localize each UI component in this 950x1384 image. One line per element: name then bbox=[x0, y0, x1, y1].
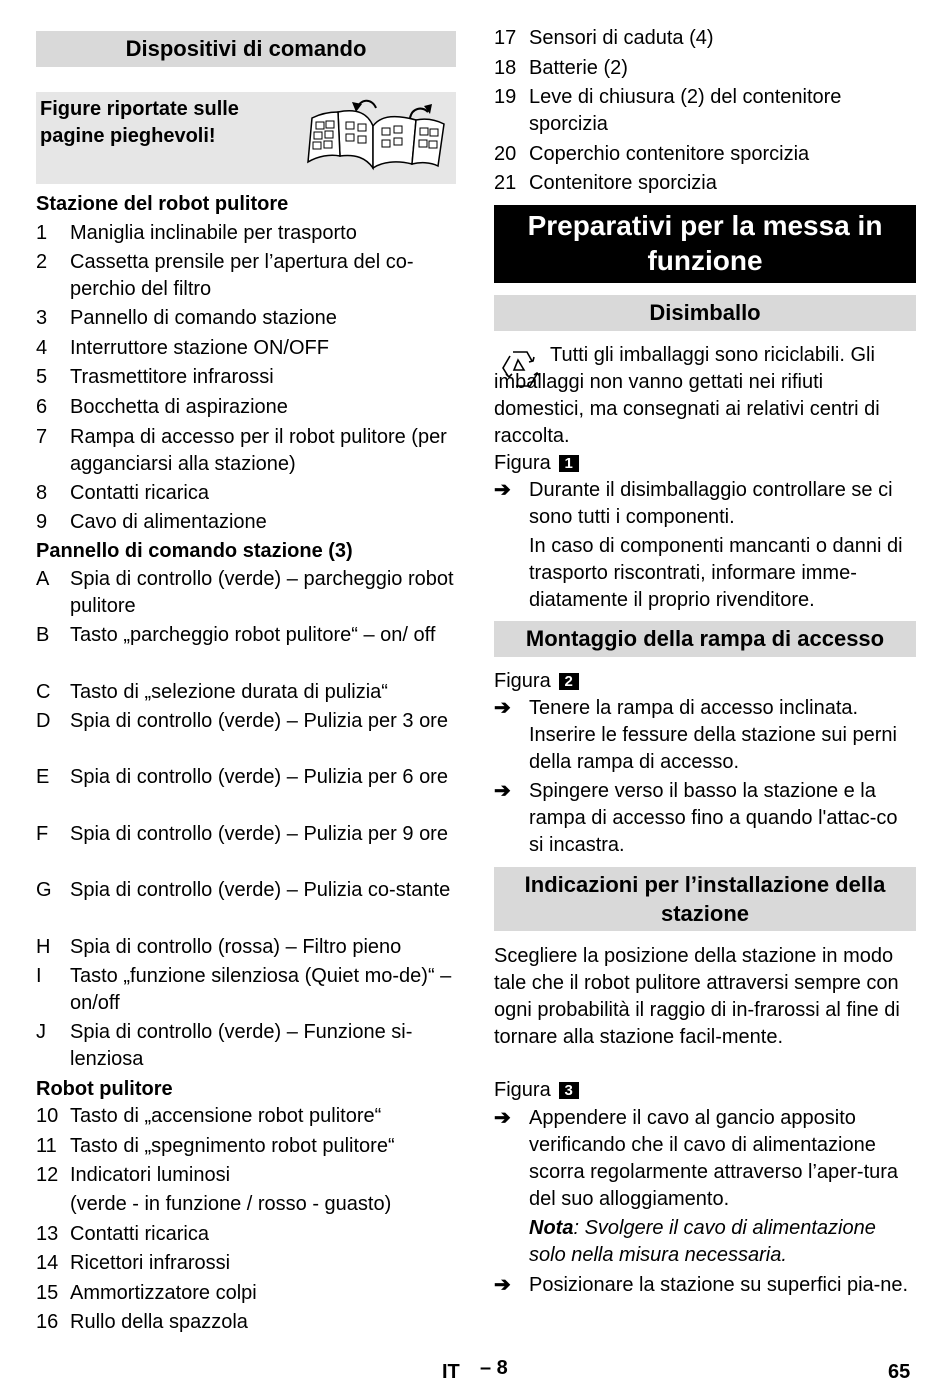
list-item: C Tasto di „selezione durata di pulizia“ bbox=[36, 681, 388, 703]
list-item: (verde - in funzione / rosso - guasto) bbox=[70, 1193, 392, 1215]
instruction-step: ➔ Durante il disimballaggio controllare se ci sono tutti i componenti. bbox=[494, 479, 893, 528]
instruction-note: In caso di componenti mancanti o danni di trasporto riscontrati, informare imme-diatamente il proprio rivenditore. bbox=[529, 535, 903, 611]
section-title-indicazioni: Indicazioni per l’installazione della stazione bbox=[494, 867, 916, 931]
foldout-note-text: Figure riportate sulle pagine pieghevoli! bbox=[40, 98, 239, 147]
footer-page-number: 65 bbox=[888, 1361, 911, 1383]
figure-ref-2: Figura 2 bbox=[494, 668, 579, 695]
arrow-right-icon: ➔ bbox=[494, 1274, 511, 1296]
figure-number-badge: 3 bbox=[559, 1082, 579, 1099]
instruction-step: ➔ Posizionare la stazione su superfici pia-ne. bbox=[494, 1272, 916, 1299]
arrow-right-icon: ➔ bbox=[494, 479, 511, 501]
arrow-right-icon: ➔ bbox=[494, 1107, 511, 1129]
figure-number-badge: 2 bbox=[559, 673, 579, 690]
footer-local-page: – 8 bbox=[480, 1357, 508, 1379]
list-item: 9 Cavo di alimentazione bbox=[36, 511, 267, 533]
list-item: 12 Indicatori luminosi bbox=[36, 1164, 231, 1186]
arrow-right-icon: ➔ bbox=[494, 780, 511, 802]
instruction-step: ➔ Tenere la rampa di accesso inclinata. Inserire le fessure della stazione sui perni della rampa di accesso. bbox=[494, 697, 897, 773]
list-item: 3 Pannello di comando stazione bbox=[36, 307, 337, 329]
footer-language: IT bbox=[442, 1361, 460, 1383]
list-item: B Tasto „parcheggio robot pulitore“ – on/ off bbox=[36, 624, 436, 646]
list-item: H Spia di controllo (rossa) – Filtro pieno bbox=[36, 936, 402, 958]
main-section-title: Preparativi per la messa in funzione bbox=[494, 205, 916, 283]
list-item: G Spia di controllo (verde) – Pulizia co-stante bbox=[36, 879, 451, 901]
right-column bbox=[494, 0, 916, 1383]
list-item: 4 Interruttore stazione ON/OFF bbox=[36, 337, 329, 359]
list-item: 18 Batterie (2) bbox=[494, 57, 628, 79]
instruction-step: ➔ Spingere verso il basso la stazione e la rampa di accesso fino a quando l'attac-co si incastra. bbox=[494, 780, 898, 856]
disimballo-text: Tutti gli imballaggi sono riciclabili. Gli imballaggi non vanno gettati nei rifiuti domestici, ma consegnati ai relativi centri di raccolta. bbox=[494, 344, 880, 447]
list-item: 2 Cassetta prensile per l’apertura del co-perchio del filtro bbox=[36, 251, 414, 300]
section-title-disimballo: Disimballo bbox=[494, 295, 916, 331]
list-item: 5 Trasmettitore infrarossi bbox=[36, 366, 274, 388]
foldout-note-box bbox=[36, 92, 456, 184]
list-item: 16 Rullo della spazzola bbox=[36, 1311, 248, 1333]
list-item: I Tasto „funzione silenziosa (Quiet mo-de)“ – on/off bbox=[36, 965, 452, 1014]
list-item: A Spia di controllo (verde) – parcheggio robot pulitore bbox=[36, 568, 454, 617]
left-column bbox=[36, 0, 456, 1383]
arrow-right-icon: ➔ bbox=[494, 697, 511, 719]
list-item: 8 Contatti ricarica bbox=[36, 482, 209, 504]
robot-heading: Robot pulitore bbox=[36, 1078, 173, 1100]
list-item: 10 Tasto di „accensione robot pulitore“ bbox=[36, 1105, 382, 1127]
section-title-dispositivi: Dispositivi di comando bbox=[36, 31, 456, 67]
stazione-heading: Stazione del robot pulitore bbox=[36, 193, 289, 215]
list-item: J Spia di controllo (verde) – Funzione si-lenziosa bbox=[36, 1021, 413, 1070]
figure-number-badge: 1 bbox=[559, 455, 579, 472]
section-title-montaggio: Montaggio della rampa di accesso bbox=[494, 621, 916, 657]
list-item: 15 Ammortizzatore colpi bbox=[36, 1282, 257, 1304]
list-item: 6 Bocchetta di aspirazione bbox=[36, 396, 288, 418]
figure-ref-3: Figura 3 bbox=[494, 1077, 579, 1104]
list-item: E Spia di controllo (verde) – Pulizia per 6 ore bbox=[36, 766, 448, 788]
list-item: 17 Sensori di caduta (4) bbox=[494, 27, 714, 49]
nota-note: Nota: Svolgere il cavo di alimentazione solo nella misura necessaria. bbox=[529, 1217, 876, 1266]
instruction-step: ➔ Appendere il cavo al gancio apposito verificando che il cavo di alimentazione scorra regolarmente attraverso l’aper-tura del suo alloggiamento. bbox=[494, 1107, 899, 1210]
list-item: F Spia di controllo (verde) – Pulizia per 9 ore bbox=[36, 823, 448, 845]
list-item: 20 Coperchio contenitore sporcizia bbox=[494, 143, 810, 165]
list-item: 7 Rampa di accesso per il robot pulitore (per agganciarsi alla stazione) bbox=[36, 426, 447, 475]
open-book-icon bbox=[298, 96, 448, 174]
list-item: 21 Contenitore sporcizia bbox=[494, 172, 717, 194]
list-item: 11 Tasto di „spegnimento robot pulitore“ bbox=[36, 1135, 395, 1157]
list-item: 13 Contatti ricarica bbox=[36, 1223, 209, 1245]
pannello-heading: Pannello di comando stazione (3) bbox=[36, 540, 353, 562]
nota-label: Nota bbox=[529, 1217, 574, 1239]
figure-ref-1: Figura 1 bbox=[494, 450, 579, 477]
list-item: 19 Leve di chiusura (2) del contenitore sporcizia bbox=[494, 86, 842, 135]
list-item: 14 Ricettori infrarossi bbox=[36, 1252, 231, 1274]
indicazioni-text: Scegliere la posizione della stazione in modo tale che il robot pulitore attraversi sempre con ogni probabilità il raggio di in-frarossi al fine di tornare alla stazione facil-mente. bbox=[494, 945, 900, 1048]
list-item: 1 Maniglia inclinabile per trasporto bbox=[36, 222, 357, 244]
list-item: D Spia di controllo (verde) – Pulizia per 3 ore bbox=[36, 710, 448, 732]
